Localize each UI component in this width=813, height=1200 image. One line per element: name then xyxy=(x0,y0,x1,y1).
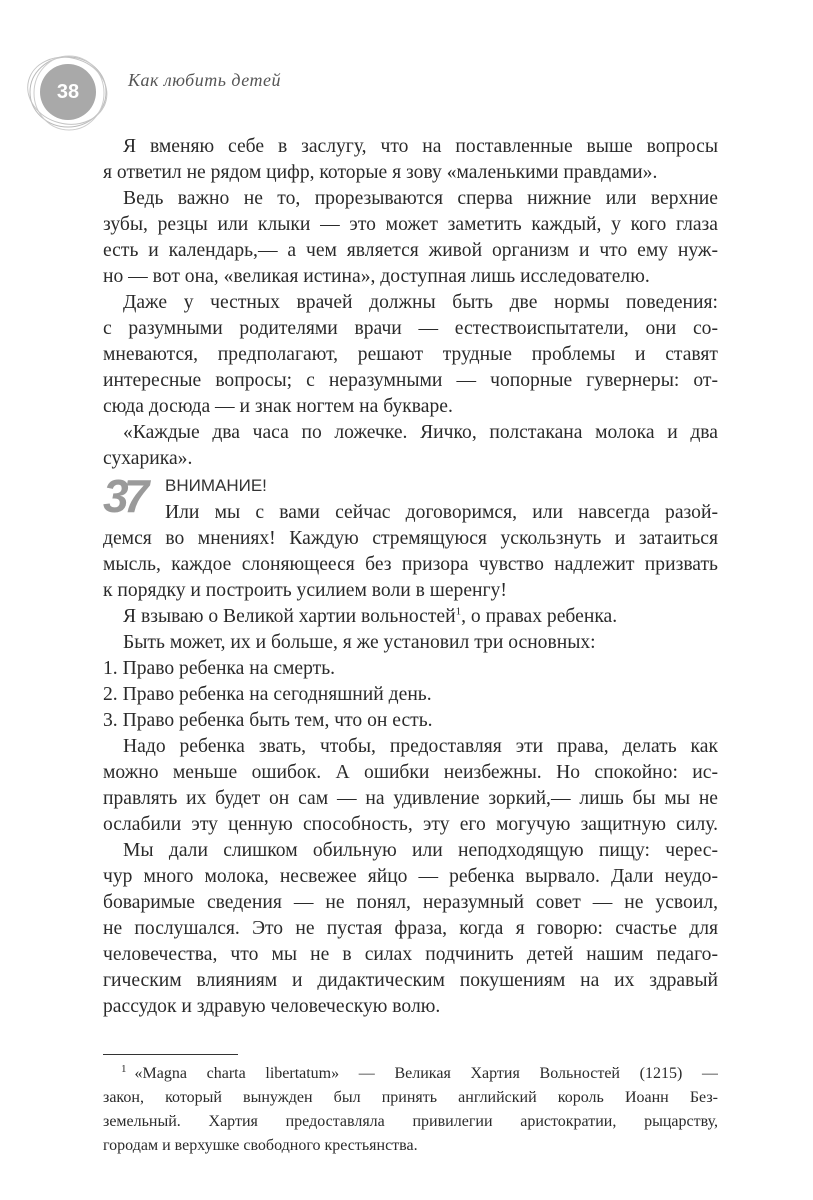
text-line: Надо ребенка звать, чтобы, предоставляя эти права, делать как xyxy=(123,736,718,757)
text-line: земельный. Хартия предоставляла привилегии аристократии, рыцарству, xyxy=(103,1113,718,1130)
text-line: рассудок и здравую человеческую волю. xyxy=(103,996,441,1017)
page-number-badge xyxy=(26,52,112,132)
text-line: интересные вопросы; с неразумными — чопорные гувернеры: от- xyxy=(103,370,718,391)
text-line: я ответил не рядом цифр, которые я зову «маленькими правдами». xyxy=(103,162,658,183)
text: , о правах ребенка. xyxy=(461,606,618,627)
text-line: есть и календарь,— а чем является живой организм и что ему нуж- xyxy=(103,240,718,261)
footnote-ref[interactable]: 1 xyxy=(455,605,462,618)
footnote-mark: 1 xyxy=(121,1062,127,1075)
text-line: ослабили эту ценную способность, эту его могучую защитную силу. xyxy=(103,814,718,835)
text-line: закон, который вынужден был принять английский король Иоанн Без- xyxy=(103,1089,718,1106)
text-line: мысль, каждое слоняющееся без призора чувство надлежит призвать xyxy=(103,554,718,575)
footnote xyxy=(103,1062,718,1158)
section-number: 37 xyxy=(103,470,145,522)
text-line: с разумными родителями врачи — естествоиспытатели, они со- xyxy=(103,318,718,339)
text-line: Или мы с вами сейчас договоримся, или навсегда разой- xyxy=(165,502,718,523)
text-line: Даже у честных врачей должны быть две нормы поведения: xyxy=(123,292,718,313)
page-number: 38 xyxy=(40,64,96,120)
text-line: чур много молока, несвежее яйцо — ребенка вырвало. Дали неудо- xyxy=(103,866,718,887)
list-item: 1. Право ребенка на смерть. xyxy=(103,658,336,679)
text-line xyxy=(103,604,718,630)
paragraph xyxy=(103,186,718,290)
text-line: не послушался. Это не пустая фраза, когда я говорю: счастье для xyxy=(103,918,718,939)
text-line: правлять их будет он сам — на удивление зоркий,— лишь бы мы не xyxy=(103,788,718,809)
text-line: Я вменяю себе в заслугу, что на поставленные выше вопросы xyxy=(123,136,718,157)
text-line: можно меньше ошибок. А ошибки неизбежны. Но спокойно: ис- xyxy=(103,762,718,783)
text-line: сухарика». xyxy=(103,448,193,469)
text-line: зубы, резцы или клыки — это может заметить каждый, у кого глаза xyxy=(103,214,718,235)
text-line: к порядку и построить усилием воли в шеренгу! xyxy=(103,580,507,601)
list-item: 3. Право ребенка быть тем, что он есть. xyxy=(103,710,433,731)
text-line: гическим влияниям и дидактическим покушениям на их здравый xyxy=(103,970,718,991)
text-line xyxy=(103,1062,718,1086)
text-line: но — вот она, «великая истина», доступная лишь исследователю. xyxy=(103,266,650,287)
text: «Magna charta libertatum» — Великая Хартия Вольностей (1215) — xyxy=(134,1065,718,1082)
body-text-top xyxy=(103,134,718,472)
text-line: человечества, что мы не в силах подчинить детей нашим педаго- xyxy=(103,944,718,965)
text-line: «Каждые два часа по ложечке. Яичко, полстакана молока и два xyxy=(123,422,718,443)
section-title: ВНИМАНИЕ! xyxy=(165,476,267,495)
paragraph xyxy=(103,420,718,472)
text: Я взываю о Великой хартии вольностей xyxy=(123,606,456,627)
text-line: мневаются, предполагают, решают трудные проблемы и ставят xyxy=(103,344,718,365)
text-line: городам и верхушке свободного крестьянства. xyxy=(103,1137,418,1154)
text-line: Быть может, их и больше, я же установил три основных: xyxy=(123,632,596,653)
list-item: 2. Право ребенка на сегодняшний день. xyxy=(103,684,432,705)
running-title: Как любить детей xyxy=(128,70,281,90)
body-text-section xyxy=(103,500,718,1020)
text-line: демся во мнениях! Каждую стремящуюся ускользнуть и затаиться xyxy=(103,528,718,549)
text-line: боваримые сведения — не понял, неразумный совет — не усвоил, xyxy=(103,892,718,913)
text-line: Мы дали слишком обильную или неподходящую пищу: черес- xyxy=(123,840,718,861)
text-line: сюда досюда — и знак ногтем на букваре. xyxy=(103,396,453,417)
footnote-divider xyxy=(103,1054,238,1055)
text-line: Ведь важно не то, прорезываются сперва нижние или верхние xyxy=(123,188,718,209)
paragraph xyxy=(103,290,718,420)
paragraph xyxy=(103,134,718,186)
